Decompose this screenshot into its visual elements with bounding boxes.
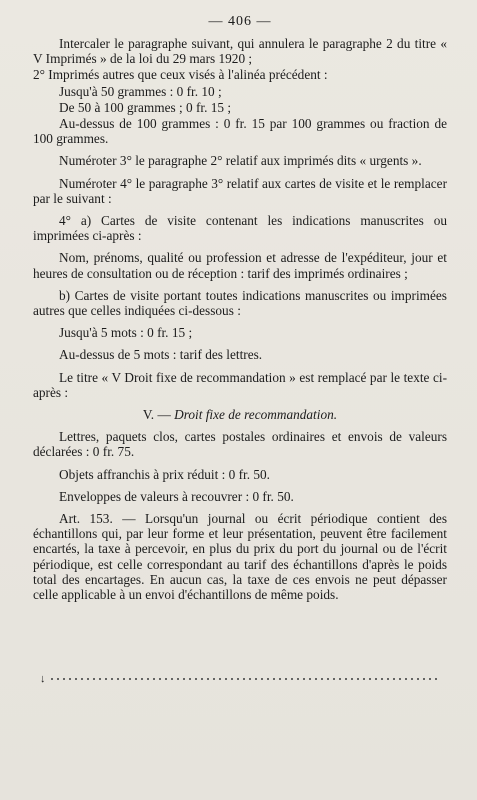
paragraph-numeroter-4: Numéroter 4° le paragraphe 3° relatif aux cartes de visite et le remplacer par le suivant :: [33, 175, 447, 206]
paragraph-enveloppes-valeurs: Enveloppes de valeurs à recouvrer : 0 fr. 50.: [59, 488, 294, 504]
rate-line-5-mots: Jusqu'à 5 mots : 0 fr. 15 ;: [59, 325, 193, 341]
paragraph-cartes-visite-b: b) Cartes de visite portant toutes indications manuscrites ou imprimées autres que celles indiquées ci-dessous :: [33, 287, 447, 319]
paragraph-numeroter-3: Numéroter 3° le paragraphe 2° relatif aux imprimés dits « urgents ».: [59, 153, 422, 169]
paragraph-nom-prenoms: Nom, prénoms, qualité ou profession et adresse de l'expéditeur, jour et heures de consultation ou de réception : tarif des imprimés ordinaires ;: [33, 250, 447, 281]
footer-mark: ↓: [40, 673, 46, 685]
paragraph-intercaler: Intercaler le paragraphe suivant, qui annulera le paragraphe 2 du titre « V Imprimés » de la loi du 29 mars 1920 ;: [33, 36, 447, 67]
dotted-separator: [40, 673, 440, 685]
paragraph-lettres-paquets: Lettres, paquets clos, cartes postales ordinaires et envois de valeurs déclarées : 0 fr. 75.: [33, 429, 447, 460]
section-heading-number: V. —: [142, 407, 171, 423]
section-heading: [33, 407, 447, 422]
section-heading-title: Droit fixe de recommandation.: [174, 407, 338, 423]
rate-line-50g: Jusqu'à 50 grammes : 0 fr. 10 ;: [59, 83, 222, 99]
paragraph-imprimes-autres: 2° Imprimés autres que ceux visés à l'alinéa précédent :: [33, 67, 328, 83]
paragraph-objets-affranchis: Objets affranchis à prix réduit : 0 fr. 50.: [59, 466, 270, 482]
paragraph-titre-remplace: Le titre « V Droit fixe de recommandation » est remplacé par le texte ci-après :: [33, 369, 447, 400]
rate-line-au-dessus-5-mots: Au-dessus de 5 mots : tarif des lettres.: [59, 347, 263, 363]
paragraph-cartes-visite-a: 4° a) Cartes de visite contenant les indications manuscrites ou imprimées ci-après :: [33, 213, 447, 244]
paragraph-article-153: Art. 153. — Lorsqu'un journal ou écrit périodique contient des échantillons qui, par leur forme et leur présentation, peuvent être facilement encartés, la taxe à percevoir, en plus du prix du port du journal ou de l'écrit périodique, est celle correspondant au tarif des échantillons d'après le poids total des encartages. En aucun cas, la taxe de ces envois ne peut dépasser celle applicable à un envoi d'échantillons de même poids.: [33, 511, 447, 603]
rate-line-above-100g: Au-dessus de 100 grammes : 0 fr. 15 par 100 grammes ou fraction de 100 grammes.: [33, 116, 447, 147]
rate-line-100g: De 50 à 100 grammes ; 0 fr. 15 ;: [59, 99, 232, 115]
dotted-line: [49, 678, 441, 680]
page-number: — 406 —: [208, 14, 272, 29]
